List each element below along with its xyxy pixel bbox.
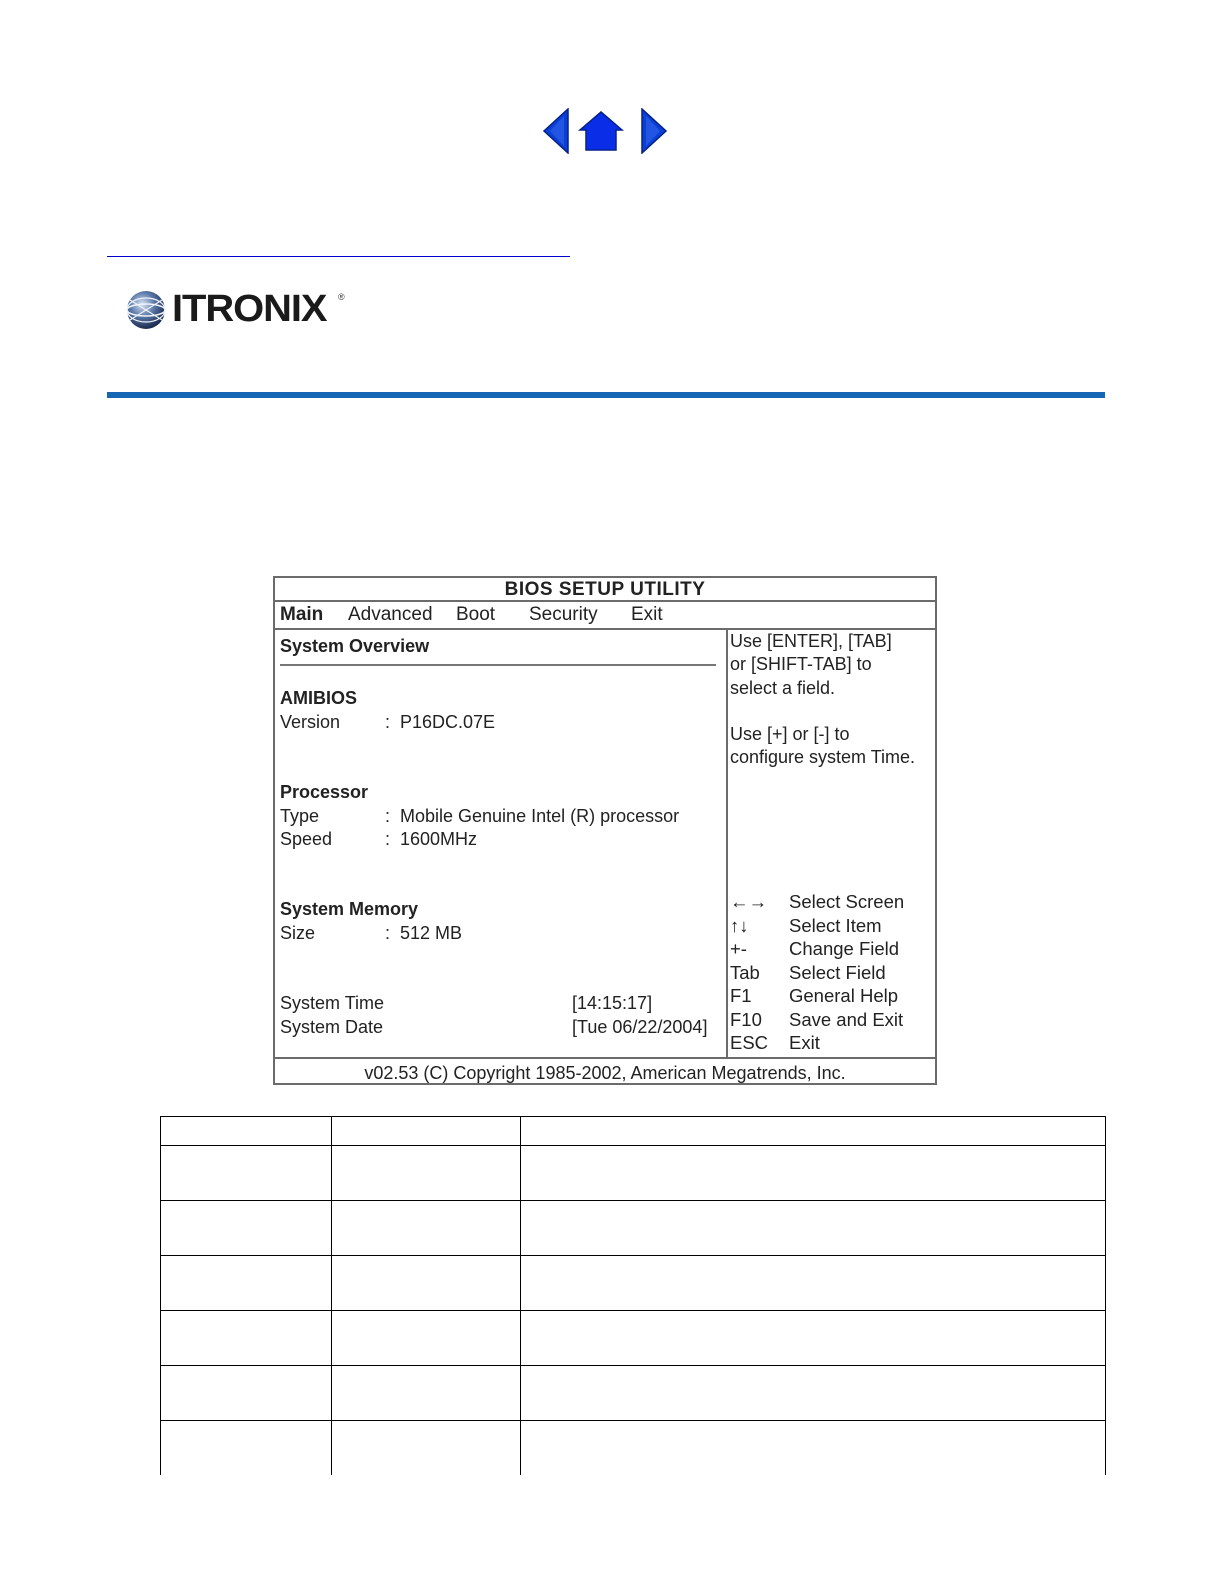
bios-panel-divider <box>726 628 728 1058</box>
help-line: configure system Time. <box>730 747 916 768</box>
globe-icon <box>124 288 168 332</box>
table-cell <box>161 1366 332 1421</box>
table-row <box>161 1366 1106 1421</box>
size-value: 512 MB <box>400 923 463 943</box>
speed-value: 1600MHz <box>400 829 478 849</box>
bios-menu-security[interactable]: Security <box>529 604 598 625</box>
table-row <box>161 1256 1106 1311</box>
table-cell <box>521 1201 1106 1256</box>
key-plus-minus: +- <box>730 938 747 959</box>
table-header-row <box>161 1117 1106 1146</box>
version-value: P16DC.07E <box>400 712 496 732</box>
help-line: or [SHIFT-TAB] to <box>730 654 872 675</box>
system-date-value[interactable]: [Tue 06/22/2004] <box>572 1017 708 1037</box>
help-line: Use [ENTER], [TAB] <box>730 631 892 651</box>
bios-help-text <box>730 630 915 770</box>
table-cell <box>521 1311 1106 1366</box>
key-desc: Save and Exit <box>789 1008 904 1030</box>
table-cell <box>332 1256 521 1311</box>
key-arrows-lr: ←→ <box>730 891 767 912</box>
size-label: Size <box>280 923 316 943</box>
bios-menu-main[interactable]: Main <box>280 604 324 625</box>
table-cell <box>521 1256 1106 1311</box>
table-cell <box>161 1117 332 1146</box>
bios-screenshot <box>273 576 937 1085</box>
top-link-underline[interactable] <box>107 256 570 257</box>
speed-label: Speed <box>280 829 333 849</box>
key-esc: ESC <box>730 1032 769 1053</box>
table-cell <box>161 1421 332 1476</box>
help-line <box>730 700 915 723</box>
table-cell <box>161 1146 332 1201</box>
table-cell <box>332 1201 521 1256</box>
table-cell <box>332 1146 521 1201</box>
colon: : <box>385 806 391 826</box>
page-navigation <box>540 106 670 156</box>
bios-section-title: System Overview <box>280 636 430 656</box>
system-time-label: System Time <box>280 993 385 1013</box>
table-row <box>161 1146 1106 1201</box>
bios-section-separator <box>280 664 716 666</box>
amibios-heading: AMIBIOS <box>280 688 358 708</box>
table-cell <box>521 1421 1106 1476</box>
system-date-label: System Date <box>280 1017 384 1037</box>
table-cell <box>521 1117 1106 1146</box>
table-cell <box>332 1421 521 1476</box>
bios-menu-advanced[interactable]: Advanced <box>348 604 433 625</box>
colon: : <box>385 829 391 849</box>
key-desc: Exit <box>789 1032 820 1053</box>
table-cell <box>161 1311 332 1366</box>
colon: : <box>385 712 391 732</box>
key-f1: F1 <box>730 985 752 1006</box>
bios-menu-boot[interactable]: Boot <box>456 604 496 625</box>
table-row <box>161 1421 1106 1476</box>
table-cell <box>161 1201 332 1256</box>
key-desc: Change Field <box>789 938 900 959</box>
processor-heading: Processor <box>280 782 369 802</box>
colon: : <box>385 923 391 943</box>
key-desc: General Help <box>789 985 899 1006</box>
logo-wordmark: ITRONIX <box>172 288 327 330</box>
table-cell <box>332 1117 521 1146</box>
key-f10: F10 <box>730 1008 762 1030</box>
key-desc: Select Field <box>789 961 886 983</box>
key-desc: Select Item <box>789 914 882 936</box>
key-desc: Select Screen <box>789 891 905 912</box>
bios-menu-bar <box>275 602 935 630</box>
help-line: select a field. <box>730 677 836 698</box>
bios-copyright: v02.53 (C) Copyright 1985-2002, American Megatrends, Inc. <box>275 1057 935 1087</box>
table-cell <box>521 1146 1106 1201</box>
next-arrow-icon[interactable] <box>640 108 668 154</box>
version-label: Version <box>280 712 341 732</box>
type-value: Mobile Genuine Intel (R) processor <box>400 806 680 826</box>
type-label: Type <box>280 806 320 826</box>
table-row <box>161 1201 1106 1256</box>
key-arrows-ud: ↑↓ <box>730 914 749 936</box>
bios-menu-exit[interactable]: Exit <box>631 604 663 625</box>
table-cell <box>332 1366 521 1421</box>
help-line: Use [+] or [-] to <box>730 724 850 745</box>
table-cell <box>521 1366 1106 1421</box>
table-cell <box>332 1311 521 1366</box>
prev-arrow-icon[interactable] <box>542 108 570 154</box>
registered-mark: ® <box>338 292 345 302</box>
key-tab: Tab <box>730 961 760 983</box>
memory-heading: System Memory <box>280 899 419 919</box>
table-row <box>161 1311 1106 1366</box>
header-rule <box>107 392 1105 398</box>
home-icon[interactable] <box>578 110 624 152</box>
settings-table <box>160 1116 1106 1475</box>
bios-title: BIOS SETUP UTILITY <box>275 578 935 602</box>
system-time-value[interactable]: [14:15:17] <box>572 993 653 1013</box>
itronix-logo <box>124 286 354 334</box>
table-cell <box>161 1256 332 1311</box>
